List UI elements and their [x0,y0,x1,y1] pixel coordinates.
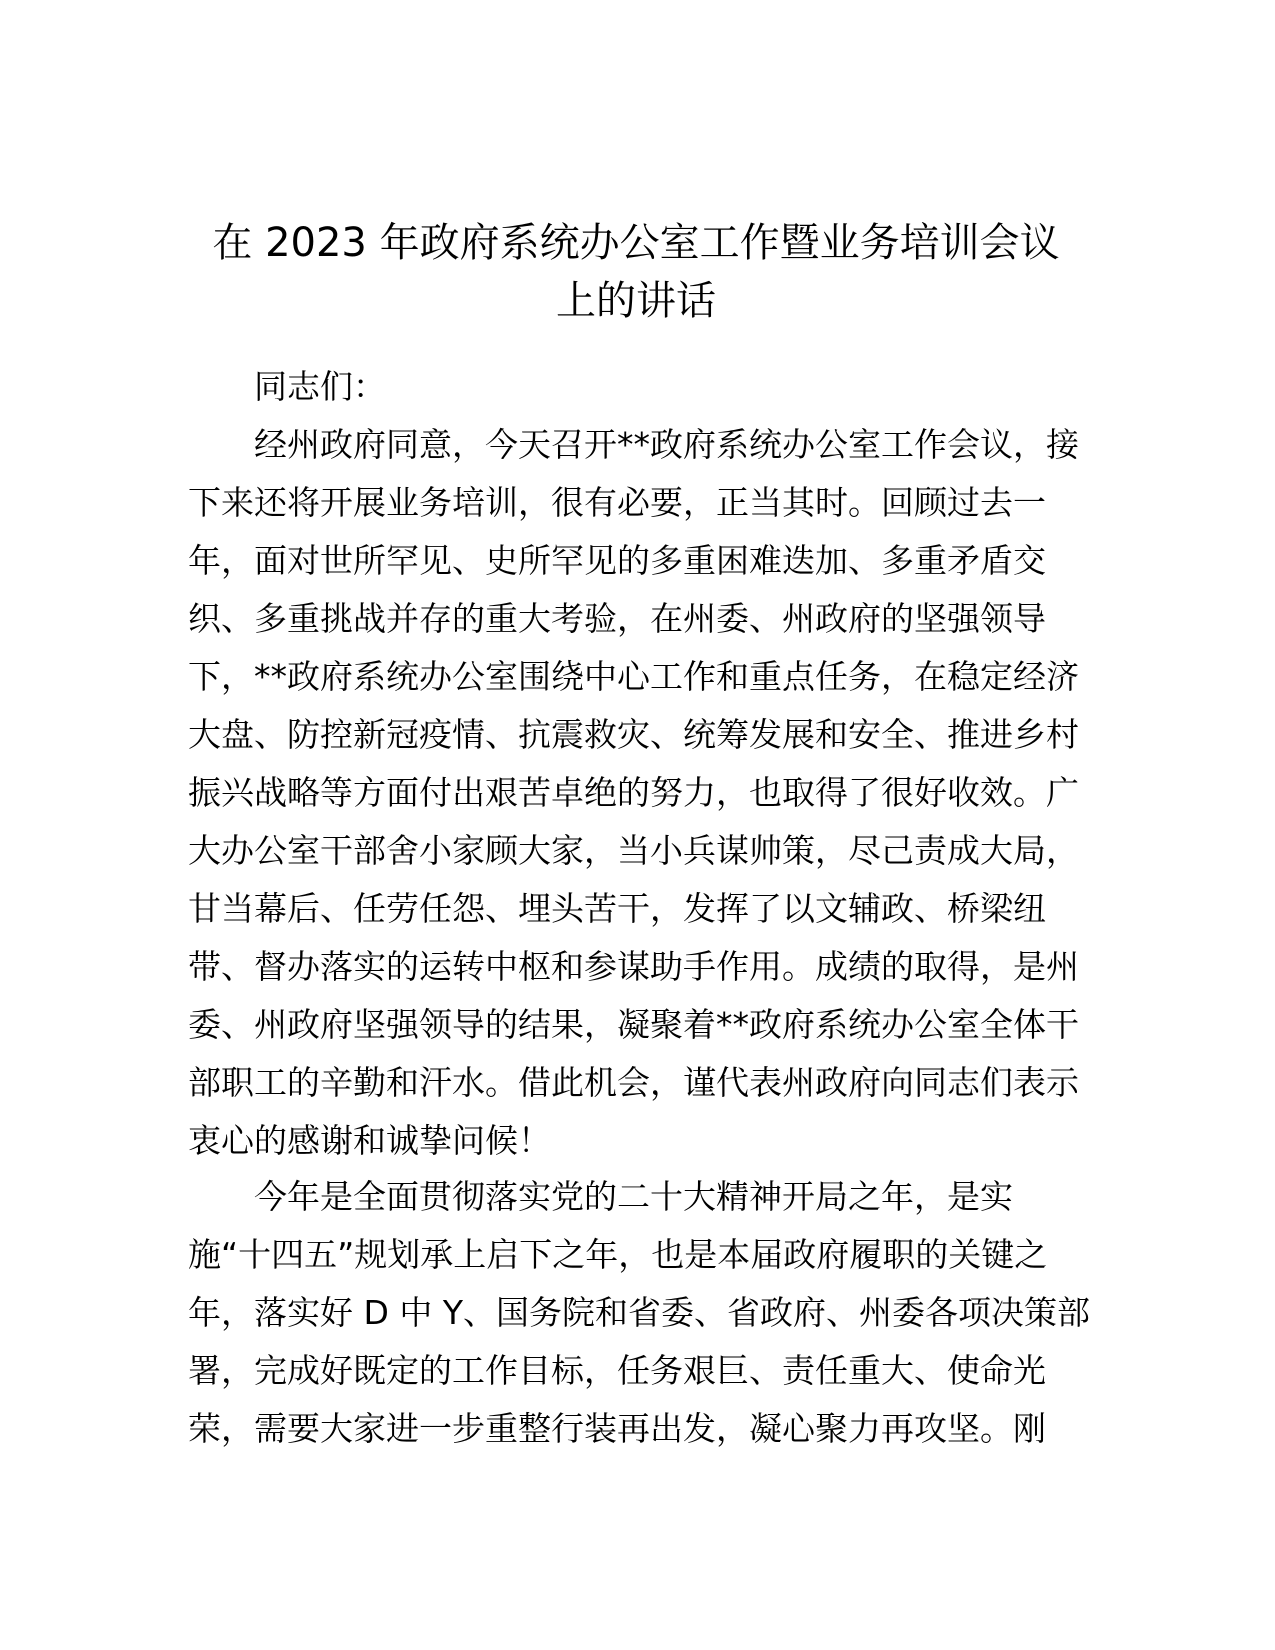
paragraph-2-line: 荣，需要大家进一步重整行装再出发，凝心聚力再攻坚。刚 [188,1409,1046,1448]
paragraph-1-line: 下来还将开展业务培训，很有必要，正当其时。回顾过去一 [188,483,1046,522]
paragraph-2-line: 署，完成好既定的工作目标，任务艰巨、责任重大、使命光 [188,1351,1046,1390]
paragraph-1-line: 委、州政府坚强领导的结果，凝聚着**政府系统办公室全体干 [188,1005,1079,1044]
paragraph-1-line: 带、督办落实的运转中枢和参谋助手作用。成绩的取得，是州 [188,947,1079,986]
title-line-1: 在 2023 年政府系统办公室工作暨业务培训会议 [212,220,1060,266]
salutation-text: 同志们： [254,367,386,406]
paragraph-1-line: 下，**政府系统办公室围绕中心工作和重点任务，在稳定经济 [188,657,1079,696]
paragraph-1-line: 衷心的感谢和诚挚问候！ [188,1121,551,1160]
paragraph-1-line: 年，面对世所罕见、史所罕见的多重困难迭加、多重矛盾交 [188,541,1046,580]
paragraph-2-line: 年，落实好 D 中 Y、国务院和省委、省政府、州委各项决策部 [188,1293,1091,1332]
paragraph-1 [188,416,1092,1170]
title-line-2: 上的讲话 [556,278,716,324]
paragraph-1-line: 振兴战略等方面付出艰苦卓绝的努力，也取得了很好收效。广 [188,773,1079,812]
paragraph-1-line: 部职工的辛勤和汗水。借此机会，谨代表州政府向同志们表示 [188,1063,1079,1102]
paragraph-2 [188,1168,1092,1458]
paragraph-1-line: 甘当幕后、任劳任怨、埋头苦干，发挥了以文辅政、桥梁纽 [188,889,1046,928]
paragraph-1-line: 织、多重挑战并存的重大考验，在州委、州政府的坚强领导 [188,599,1046,638]
paragraph-2-line: 施“十四五”规划承上启下之年，也是本届政府履职的关键之 [188,1235,1048,1274]
paragraph-2-line: 今年是全面贯彻落实党的二十大精神开局之年，是实 [254,1177,1013,1216]
paragraph-1-line: 经州政府同意，今天召开**政府系统办公室工作会议，接 [254,425,1079,464]
paragraph-1-line: 大办公室干部舍小家顾大家，当小兵谋帅策，尽己责成大局， [188,831,1079,870]
salutation [188,358,1092,416]
paragraph-1-line: 大盘、防控新冠疫情、抗震救灾、统筹发展和安全、推进乡村 [188,715,1079,754]
document-title [176,214,1096,330]
